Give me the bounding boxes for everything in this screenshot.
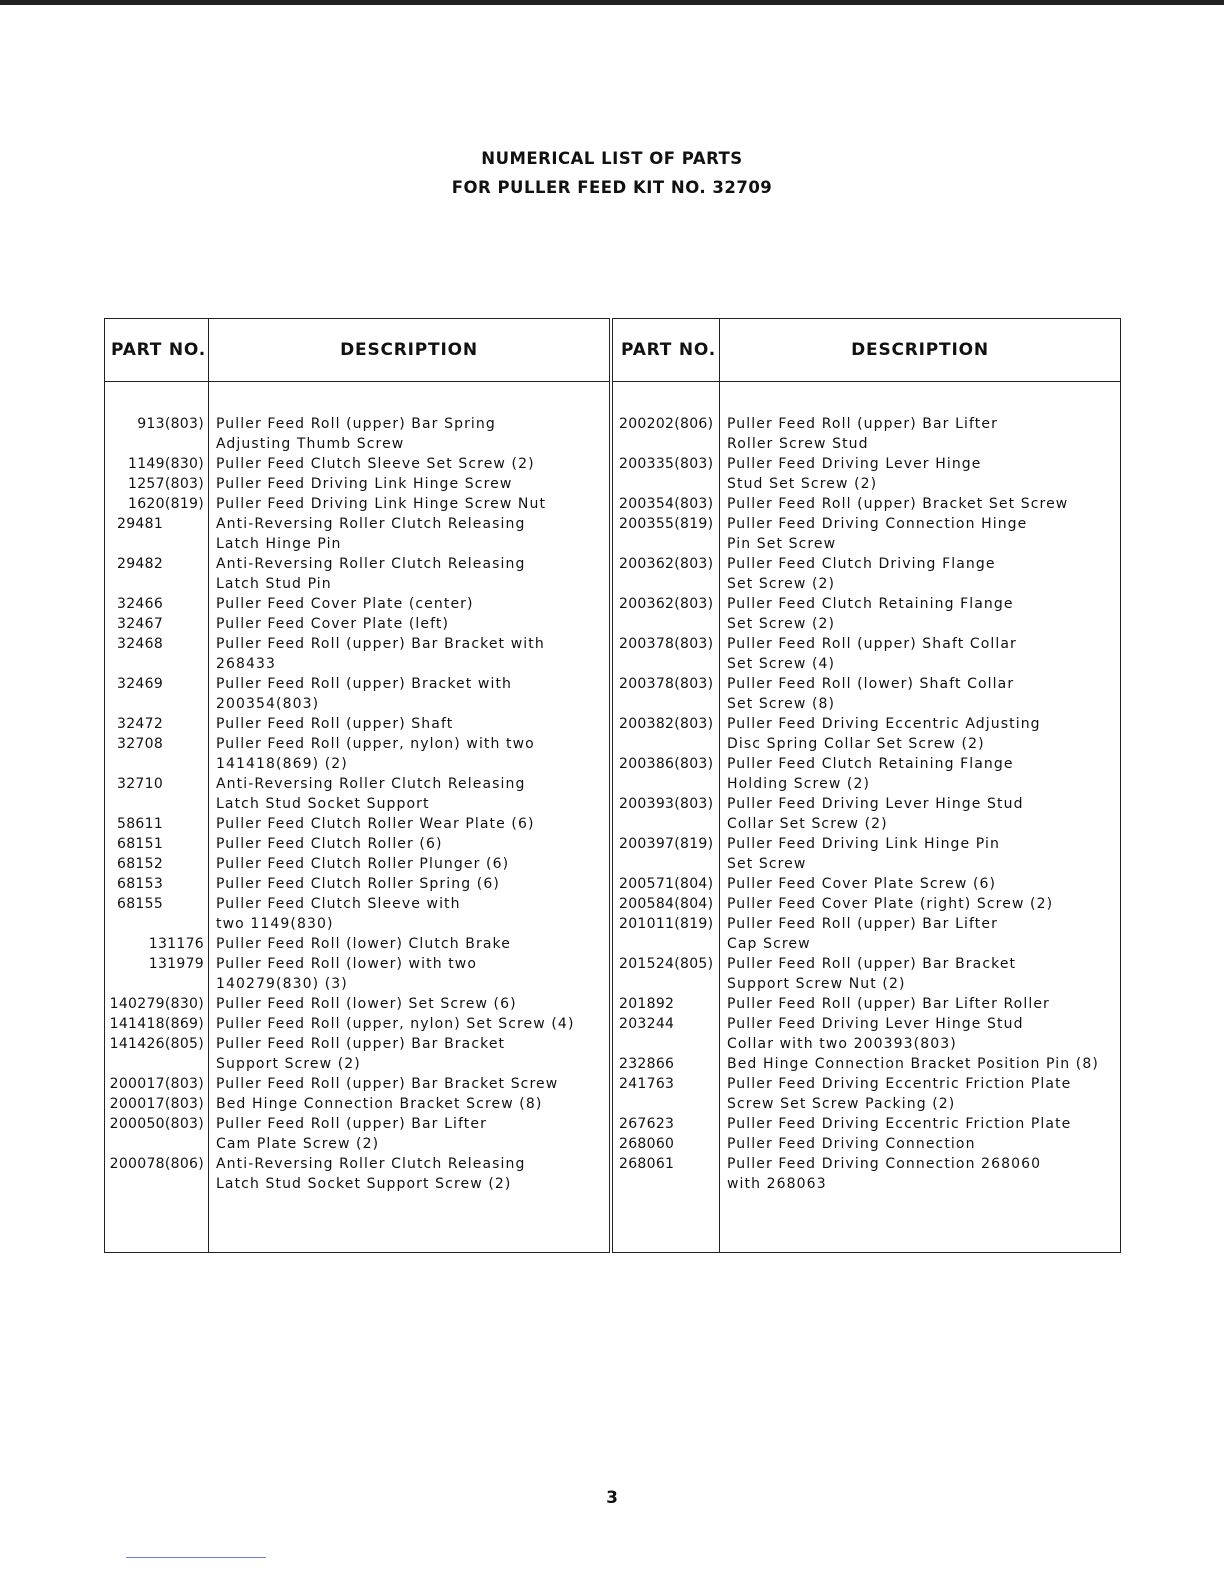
- part-description: [208, 834, 608, 854]
- description-line: Puller Feed Clutch Driving Flange: [727, 556, 996, 572]
- part-description: [208, 874, 608, 894]
- part-description: [719, 994, 1119, 1014]
- table-row: [105, 594, 609, 614]
- description-line: Puller Feed Roll (upper) Bar Bracket: [727, 956, 1017, 972]
- page-title-line-2: FOR PULLER FEED KIT NO. 32709: [451, 178, 773, 197]
- description-line: Puller Feed Cover Plate (center): [216, 596, 474, 612]
- description-line: Collar with two 200393(803): [727, 1036, 957, 1052]
- description-line: Puller Feed Roll (upper, nylon) Set Screw (4): [216, 1016, 575, 1032]
- part-number: 141418(869): [109, 1016, 204, 1032]
- table-header: [613, 319, 1120, 382]
- part-number: 141426(805): [109, 1036, 204, 1052]
- table-row: [105, 554, 609, 594]
- table-row: [105, 1154, 609, 1194]
- part-number: 68151: [117, 836, 164, 852]
- description-line: Puller Feed Clutch Sleeve with: [216, 896, 461, 912]
- description-line: Puller Feed Driving Eccentric Friction Plate: [727, 1116, 1072, 1132]
- part-number: 913(803): [137, 416, 204, 432]
- description-line: Puller Feed Cover Plate (right) Screw (2): [727, 896, 1054, 912]
- description-line: Latch Stud Pin: [216, 576, 332, 592]
- table-body-left: [105, 414, 609, 1194]
- part-description: [208, 634, 608, 674]
- part-description: [208, 474, 608, 494]
- description-line: Puller Feed Roll (upper) Bar Bracket with: [216, 636, 545, 652]
- description-line: Roller Screw Stud: [727, 436, 869, 452]
- description-line: Puller Feed Roll (upper) Bracket with: [216, 676, 513, 692]
- part-number: 268060: [619, 1136, 675, 1152]
- table-row: [613, 674, 1120, 714]
- description-line: Puller Feed Roll (lower) with two: [216, 956, 478, 972]
- description-line: Pin Set Screw: [727, 536, 837, 552]
- description-line: Set Screw: [727, 856, 807, 872]
- part-number: 268061: [619, 1156, 675, 1172]
- part-description: [719, 714, 1119, 754]
- header-description: DESCRIPTION: [851, 340, 989, 360]
- description-line: Puller Feed Driving Connection 268060: [727, 1156, 1042, 1172]
- table-row: [613, 1154, 1120, 1194]
- description-line: Puller Feed Driving Link Hinge Pin: [727, 836, 1000, 852]
- table-row: [613, 1074, 1120, 1114]
- description-line: Stud Set Screw (2): [727, 476, 878, 492]
- table-row: [105, 1034, 609, 1074]
- description-line: Cam Plate Screw (2): [216, 1136, 380, 1152]
- part-number: 200017(803): [109, 1076, 204, 1092]
- table-row: [105, 514, 609, 554]
- page-number: 3: [606, 1488, 618, 1508]
- table-row: [105, 1014, 609, 1034]
- description-line: Anti-Reversing Roller Clutch Releasing: [216, 556, 526, 572]
- part-description: [719, 1074, 1119, 1114]
- table-row: [105, 874, 609, 894]
- table-row: [105, 614, 609, 634]
- table-row: [613, 874, 1120, 894]
- description-line: Puller Feed Roll (lower) Shaft Collar: [727, 676, 1015, 692]
- part-description: [208, 614, 608, 634]
- part-description: [719, 514, 1119, 554]
- description-line: Latch Stud Socket Support: [216, 796, 430, 812]
- table-row: [105, 454, 609, 474]
- part-number: 29482: [117, 556, 164, 572]
- table-row: [613, 1134, 1120, 1154]
- table-row: [105, 894, 609, 934]
- part-number: 232866: [619, 1056, 675, 1072]
- description-line: Set Screw (2): [727, 616, 836, 632]
- table-row: [613, 414, 1120, 454]
- part-number: 200378(803): [619, 676, 714, 692]
- table-row: [613, 914, 1120, 954]
- part-number: 200393(803): [619, 796, 714, 812]
- description-line: Puller Feed Roll (upper) Bar Lifter: [727, 416, 998, 432]
- description-line: Set Screw (8): [727, 696, 836, 712]
- description-line: Puller Feed Roll (lower) Set Screw (6): [216, 996, 517, 1012]
- part-description: [719, 494, 1119, 514]
- description-line: Holding Screw (2): [727, 776, 871, 792]
- table-row: [613, 994, 1120, 1014]
- table-row: [105, 634, 609, 674]
- table-row: [613, 954, 1120, 994]
- description-line: Puller Feed Clutch Sleeve Set Screw (2): [216, 456, 535, 472]
- table-row: [105, 494, 609, 514]
- part-description: [719, 1054, 1119, 1074]
- description-line: Puller Feed Clutch Roller Wear Plate (6): [216, 816, 535, 832]
- part-number: 200017(803): [109, 1096, 204, 1112]
- table-row: [105, 814, 609, 834]
- description-line: Puller Feed Roll (upper) Bar Lifter: [216, 1116, 487, 1132]
- part-number: 200397(819): [619, 836, 714, 852]
- bottom-underline-mark: [126, 1557, 266, 1558]
- parts-table-right: [612, 318, 1121, 1253]
- description-line: Disc Spring Collar Set Screw (2): [727, 736, 985, 752]
- part-description: [719, 834, 1119, 874]
- parts-table-left: [104, 318, 610, 1253]
- part-number: 32467: [117, 616, 164, 632]
- part-description: [719, 794, 1119, 834]
- part-description: [719, 914, 1119, 954]
- part-number: 32472: [117, 716, 164, 732]
- part-number: 68155: [117, 896, 164, 912]
- table-row: [105, 994, 609, 1014]
- table-row: [105, 1074, 609, 1094]
- part-description: [208, 934, 608, 954]
- table-row: [105, 734, 609, 774]
- description-line: Puller Feed Roll (upper) Shaft Collar: [727, 636, 1017, 652]
- description-line: Puller Feed Cover Plate Screw (6): [727, 876, 997, 892]
- part-description: [719, 1154, 1119, 1194]
- part-description: [719, 594, 1119, 634]
- part-number: 200382(803): [619, 716, 714, 732]
- description-line: Puller Feed Clutch Roller Plunger (6): [216, 856, 510, 872]
- part-number: 58611: [117, 816, 164, 832]
- description-line: Puller Feed Driving Eccentric Adjusting: [727, 716, 1041, 732]
- description-line: Puller Feed Roll (upper) Bar Lifter Roller: [727, 996, 1050, 1012]
- part-description: [719, 414, 1119, 454]
- page-title-line-1: NUMERICAL LIST OF PARTS: [481, 149, 743, 168]
- table-row: [613, 1054, 1120, 1074]
- part-number: 200378(803): [619, 636, 714, 652]
- header-part-no: PART NO.: [621, 340, 717, 360]
- table-row: [105, 414, 609, 454]
- part-description: [208, 554, 608, 594]
- table-row: [105, 834, 609, 854]
- table-row: [613, 634, 1120, 674]
- table-row: [613, 594, 1120, 634]
- part-description: [208, 414, 608, 454]
- part-description: [208, 814, 608, 834]
- part-number: 1257(803): [128, 476, 204, 492]
- part-description: [208, 1154, 608, 1194]
- header-part-no: PART NO.: [111, 340, 207, 360]
- part-number: 200362(803): [619, 556, 714, 572]
- table-header: [105, 319, 609, 382]
- description-line: Puller Feed Roll (upper) Bar Lifter: [727, 916, 998, 932]
- description-line: Adjusting Thumb Screw: [216, 436, 405, 452]
- description-line: Set Screw (4): [727, 656, 836, 672]
- description-line: Bed Hinge Connection Bracket Screw (8): [216, 1096, 543, 1112]
- part-number: 200202(806): [619, 416, 714, 432]
- part-number: 68152: [117, 856, 164, 872]
- part-number: 201524(805): [619, 956, 714, 972]
- part-description: [208, 1034, 608, 1074]
- table-row: [105, 934, 609, 954]
- table-row: [613, 554, 1120, 594]
- description-line: Anti-Reversing Roller Clutch Releasing: [216, 776, 526, 792]
- description-line: Puller Feed Clutch Roller (6): [216, 836, 443, 852]
- part-number: 200355(819): [619, 516, 714, 532]
- part-number: 200362(803): [619, 596, 714, 612]
- part-number: 201892: [619, 996, 675, 1012]
- part-description: [719, 1014, 1119, 1054]
- part-number: 203244: [619, 1016, 675, 1032]
- description-line: Puller Feed Driving Link Hinge Screw Nut: [216, 496, 547, 512]
- table-row: [613, 1114, 1120, 1134]
- part-number: 1149(830): [128, 456, 204, 472]
- description-line: Puller Feed Roll (upper) Shaft: [216, 716, 454, 732]
- part-number: 200050(803): [109, 1116, 204, 1132]
- part-number: 32466: [117, 596, 164, 612]
- part-number: 200386(803): [619, 756, 714, 772]
- part-description: [208, 734, 608, 774]
- table-row: [105, 1094, 609, 1114]
- part-number: 1620(819): [128, 496, 204, 512]
- part-description: [719, 554, 1119, 594]
- part-description: [208, 1014, 608, 1034]
- table-row: [105, 954, 609, 994]
- description-line: Puller Feed Driving Connection Hinge: [727, 516, 1028, 532]
- part-description: [208, 994, 608, 1014]
- part-number: 200354(803): [619, 496, 714, 512]
- part-number: 32469: [117, 676, 164, 692]
- table-row: [613, 894, 1120, 914]
- part-description: [208, 514, 608, 554]
- part-description: [208, 954, 608, 994]
- table-row: [105, 854, 609, 874]
- part-number: 267623: [619, 1116, 675, 1132]
- description-line: Puller Feed Roll (lower) Clutch Brake: [216, 936, 511, 952]
- part-number: 201011(819): [619, 916, 714, 932]
- part-description: [719, 1134, 1119, 1154]
- description-line: with 268063: [727, 1176, 827, 1192]
- part-description: [208, 714, 608, 734]
- description-line: Puller Feed Roll (upper, nylon) with two: [216, 736, 535, 752]
- part-description: [208, 1074, 608, 1094]
- description-line: Cap Screw: [727, 936, 811, 952]
- description-line: Bed Hinge Connection Bracket Position Pin (8): [727, 1056, 1099, 1072]
- description-line: Puller Feed Clutch Retaining Flange: [727, 756, 1014, 772]
- part-number: 200078(806): [109, 1156, 204, 1172]
- part-number: 32708: [117, 736, 164, 752]
- part-number: 29481: [117, 516, 164, 532]
- part-description: [719, 754, 1119, 794]
- description-line: Puller Feed Clutch Retaining Flange: [727, 596, 1014, 612]
- part-description: [208, 594, 608, 614]
- part-description: [208, 1094, 608, 1114]
- description-line: 141418(869) (2): [216, 756, 348, 772]
- table-row: [105, 674, 609, 714]
- description-line: Puller Feed Roll (upper) Bar Spring: [216, 416, 496, 432]
- part-description: [208, 894, 608, 934]
- part-number: 32468: [117, 636, 164, 652]
- table-row: [613, 834, 1120, 874]
- description-line: Puller Feed Cover Plate (left): [216, 616, 450, 632]
- description-line: Latch Stud Socket Support Screw (2): [216, 1176, 512, 1192]
- description-line: Anti-Reversing Roller Clutch Releasing: [216, 1156, 526, 1172]
- table-row: [613, 714, 1120, 754]
- header-description: DESCRIPTION: [340, 340, 478, 360]
- description-line: 268433: [216, 656, 277, 672]
- description-line: Puller Feed Roll (upper) Bracket Set Screw: [727, 496, 1069, 512]
- part-description: [208, 1114, 608, 1154]
- part-description: [208, 494, 608, 514]
- part-number: 68153: [117, 876, 164, 892]
- part-description: [719, 454, 1119, 494]
- table-row: [613, 494, 1120, 514]
- description-line: Anti-Reversing Roller Clutch Releasing: [216, 516, 526, 532]
- table-row: [105, 1114, 609, 1154]
- description-line: Puller Feed Roll (upper) Bar Bracket: [216, 1036, 506, 1052]
- description-line: Set Screw (2): [727, 576, 836, 592]
- part-description: [719, 1114, 1119, 1134]
- part-description: [719, 954, 1119, 994]
- part-description: [208, 854, 608, 874]
- description-line: Puller Feed Driving Lever Hinge Stud: [727, 796, 1024, 812]
- part-description: [208, 674, 608, 714]
- part-number: 131979: [148, 956, 204, 972]
- description-line: Puller Feed Clutch Roller Spring (6): [216, 876, 500, 892]
- part-number: 32710: [117, 776, 164, 792]
- part-description: [719, 874, 1119, 894]
- part-number: 131176: [148, 936, 204, 952]
- part-description: [719, 894, 1119, 914]
- description-line: Puller Feed Driving Lever Hinge Stud: [727, 1016, 1024, 1032]
- description-line: Puller Feed Driving Eccentric Friction Plate: [727, 1076, 1072, 1092]
- table-row: [613, 794, 1120, 834]
- description-line: 200354(803): [216, 696, 320, 712]
- description-line: Collar Set Screw (2): [727, 816, 888, 832]
- table-row: [613, 454, 1120, 494]
- description-line: Puller Feed Driving Connection: [727, 1136, 976, 1152]
- description-line: two 1149(830): [216, 916, 334, 932]
- table-row: [105, 474, 609, 494]
- table-row: [613, 514, 1120, 554]
- description-line: Support Screw (2): [216, 1056, 361, 1072]
- description-line: Latch Hinge Pin: [216, 536, 342, 552]
- top-scan-rule: [0, 0, 1224, 5]
- table-row: [105, 714, 609, 734]
- part-number: 200335(803): [619, 456, 714, 472]
- table-row: [613, 754, 1120, 794]
- description-line: 140279(830) (3): [216, 976, 348, 992]
- part-description: [719, 674, 1119, 714]
- table-body-right: [613, 414, 1120, 1194]
- part-description: [719, 634, 1119, 674]
- description-line: Puller Feed Driving Link Hinge Screw: [216, 476, 513, 492]
- description-line: Support Screw Nut (2): [727, 976, 906, 992]
- table-row: [613, 1014, 1120, 1054]
- table-row: [105, 774, 609, 814]
- part-number: 200571(804): [619, 876, 714, 892]
- description-line: Puller Feed Driving Lever Hinge: [727, 456, 982, 472]
- description-line: Screw Set Screw Packing (2): [727, 1096, 956, 1112]
- description-line: Puller Feed Roll (upper) Bar Bracket Screw: [216, 1076, 559, 1092]
- part-number: 241763: [619, 1076, 675, 1092]
- part-number: 140279(830): [109, 996, 204, 1012]
- part-number: 200584(804): [619, 896, 714, 912]
- part-description: [208, 774, 608, 814]
- part-description: [208, 454, 608, 474]
